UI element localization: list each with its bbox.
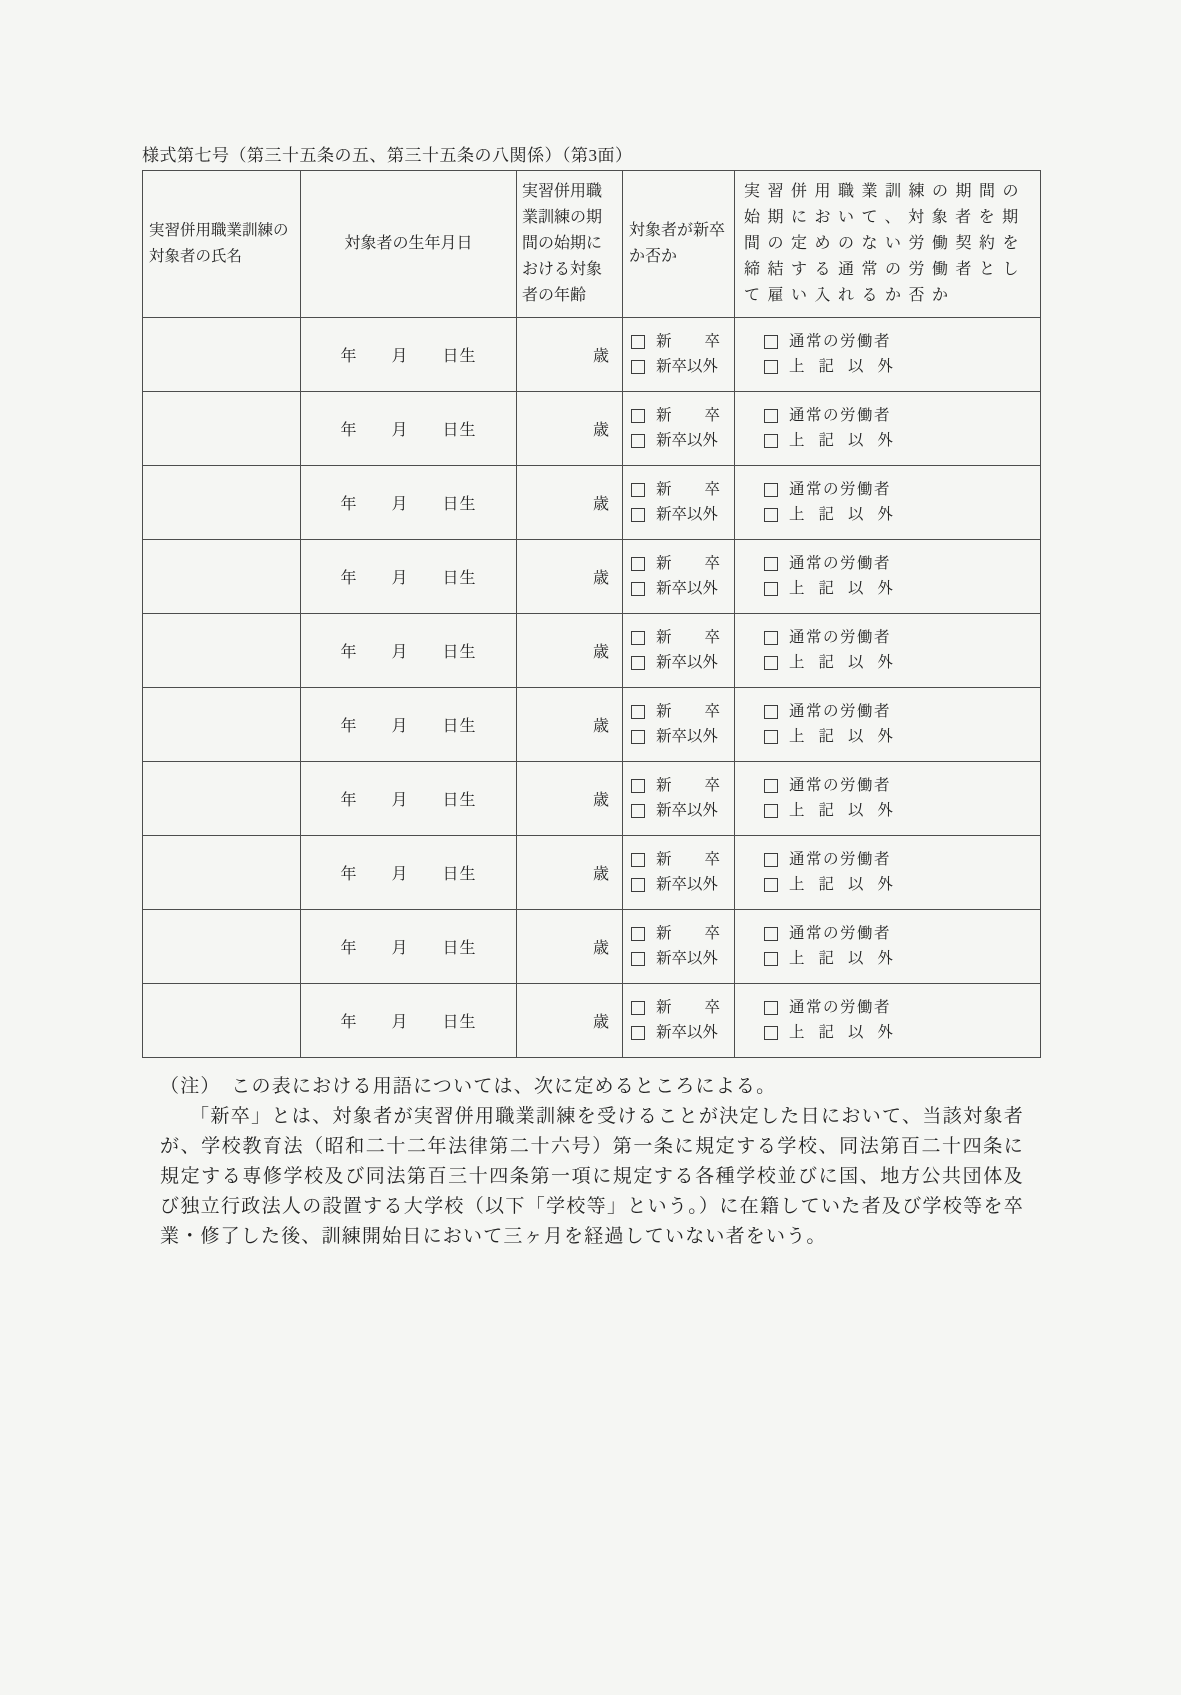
new-grad-checkbox[interactable]	[631, 409, 645, 423]
hire-cell	[735, 984, 1041, 1058]
table-row	[143, 836, 1041, 910]
other-than-above-option-label: 上記以外	[789, 506, 893, 523]
table-row	[143, 392, 1041, 466]
other-than-above-option-label: 上記以外	[789, 358, 893, 375]
regular-worker-checkbox[interactable]	[764, 631, 778, 645]
name-cell	[143, 318, 301, 392]
name-cell	[143, 762, 301, 836]
header-new-grad: 対象者が新卒か否か	[623, 171, 735, 318]
name-cell	[143, 540, 301, 614]
not-new-grad-checkbox[interactable]	[631, 804, 645, 818]
regular-worker-option-label: 通常の労働者	[789, 555, 892, 572]
other-than-above-checkbox[interactable]	[764, 582, 778, 596]
hire-cell	[735, 688, 1041, 762]
age-cell: 歳	[517, 614, 623, 688]
other-than-above-option	[764, 875, 1039, 895]
not-new-grad-checkbox[interactable]	[631, 878, 645, 892]
new-grad-checkbox[interactable]	[631, 335, 645, 349]
not-new-grad-option-label: 新卒以外	[656, 580, 719, 597]
not-new-grad-option	[631, 431, 733, 451]
new-grad-checkbox[interactable]	[631, 1001, 645, 1015]
regular-worker-option	[764, 850, 1039, 870]
new-grad-option-label: 新卒	[656, 999, 720, 1016]
regular-worker-option	[764, 924, 1039, 944]
regular-worker-checkbox[interactable]	[764, 557, 778, 571]
age-cell: 歳	[517, 466, 623, 540]
hire-cell	[735, 466, 1041, 540]
other-than-above-checkbox[interactable]	[764, 656, 778, 670]
other-than-above-option-label: 上記以外	[789, 802, 893, 819]
new-grad-option	[631, 628, 733, 648]
hire-cell	[735, 540, 1041, 614]
other-than-above-option-label: 上記以外	[789, 728, 893, 745]
table-row	[143, 318, 1041, 392]
other-than-above-option	[764, 357, 1039, 377]
new-grad-checkbox[interactable]	[631, 705, 645, 719]
new-grad-checkbox[interactable]	[631, 557, 645, 571]
note-heading: （注） この表における用語については、次に定めるところによる。	[160, 1076, 777, 1097]
not-new-grad-option-label: 新卒以外	[656, 876, 719, 893]
regular-worker-option-label: 通常の労働者	[789, 407, 892, 424]
table-row	[143, 762, 1041, 836]
header-row	[143, 171, 1041, 318]
other-than-above-checkbox[interactable]	[764, 1026, 778, 1040]
not-new-grad-option	[631, 1023, 733, 1043]
not-new-grad-checkbox[interactable]	[631, 508, 645, 522]
training-targets-table	[142, 170, 1041, 1058]
birthdate-cell: 年 月 日生	[301, 540, 517, 614]
new-grad-option-label: 新卒	[656, 629, 720, 646]
regular-worker-option	[764, 406, 1039, 426]
other-than-above-checkbox[interactable]	[764, 434, 778, 448]
new-grad-option	[631, 480, 733, 500]
regular-worker-option-label: 通常の労働者	[789, 777, 892, 794]
new-grad-checkbox[interactable]	[631, 779, 645, 793]
table-row	[143, 614, 1041, 688]
age-cell: 歳	[517, 836, 623, 910]
regular-worker-option	[764, 776, 1039, 796]
regular-worker-checkbox[interactable]	[764, 853, 778, 867]
not-new-grad-option-label: 新卒以外	[656, 432, 719, 449]
other-than-above-option	[764, 1023, 1039, 1043]
hire-cell	[735, 910, 1041, 984]
new-grad-cell	[623, 910, 735, 984]
hire-cell	[735, 392, 1041, 466]
table-row	[143, 984, 1041, 1058]
regular-worker-checkbox[interactable]	[764, 335, 778, 349]
name-cell	[143, 836, 301, 910]
table-body	[143, 318, 1041, 1058]
hire-cell	[735, 614, 1041, 688]
new-grad-checkbox[interactable]	[631, 927, 645, 941]
new-grad-checkbox[interactable]	[631, 483, 645, 497]
not-new-grad-option-label: 新卒以外	[656, 654, 719, 671]
new-grad-cell	[623, 392, 735, 466]
new-grad-cell	[623, 614, 735, 688]
new-grad-option	[631, 776, 733, 796]
hire-cell	[735, 836, 1041, 910]
header-birthdate: 対象者の生年月日	[301, 171, 517, 318]
new-grad-option-label: 新卒	[656, 925, 720, 942]
not-new-grad-option-label: 新卒以外	[656, 506, 719, 523]
name-cell	[143, 688, 301, 762]
new-grad-option	[631, 332, 733, 352]
not-new-grad-checkbox[interactable]	[631, 360, 645, 374]
birthdate-cell: 年 月 日生	[301, 836, 517, 910]
other-than-above-option-label: 上記以外	[789, 1024, 893, 1041]
regular-worker-checkbox[interactable]	[764, 705, 778, 719]
birthdate-cell: 年 月 日生	[301, 318, 517, 392]
other-than-above-option	[764, 579, 1039, 599]
not-new-grad-option-label: 新卒以外	[656, 1024, 719, 1041]
other-than-above-option	[764, 653, 1039, 673]
regular-worker-option-label: 通常の労働者	[789, 703, 892, 720]
not-new-grad-option	[631, 875, 733, 895]
new-grad-cell	[623, 762, 735, 836]
table-row	[143, 688, 1041, 762]
hire-cell	[735, 318, 1041, 392]
other-than-above-option	[764, 727, 1039, 747]
new-grad-option	[631, 406, 733, 426]
age-cell: 歳	[517, 688, 623, 762]
header-hire: 実習併用職業訓練の期間の始期において、対象者を期間の定めのない労働契約を締結する通常の労働者として雇い入れるか否か	[735, 171, 1041, 318]
other-than-above-option-label: 上記以外	[789, 654, 893, 671]
name-cell	[143, 466, 301, 540]
age-cell: 歳	[517, 984, 623, 1058]
other-than-above-option-label: 上記以外	[789, 950, 893, 967]
regular-worker-checkbox[interactable]	[764, 927, 778, 941]
not-new-grad-option	[631, 801, 733, 821]
not-new-grad-checkbox[interactable]	[631, 730, 645, 744]
other-than-above-checkbox[interactable]	[764, 508, 778, 522]
not-new-grad-checkbox[interactable]	[631, 656, 645, 670]
not-new-grad-checkbox[interactable]	[631, 952, 645, 966]
age-cell: 歳	[517, 910, 623, 984]
birthdate-cell: 年 月 日生	[301, 392, 517, 466]
notes-section	[160, 1072, 1024, 1252]
regular-worker-option-label: 通常の労働者	[789, 851, 892, 868]
new-grad-option-label: 新卒	[656, 333, 720, 350]
age-cell: 歳	[517, 318, 623, 392]
regular-worker-option	[764, 998, 1039, 1018]
header-name: 実習併用職業訓練の対象者の氏名	[143, 171, 301, 318]
birthdate-cell: 年 月 日生	[301, 910, 517, 984]
not-new-grad-option-label: 新卒以外	[656, 728, 719, 745]
regular-worker-checkbox[interactable]	[764, 1001, 778, 1015]
not-new-grad-option	[631, 505, 733, 525]
new-grad-option-label: 新卒	[656, 703, 720, 720]
other-than-above-option-label: 上記以外	[789, 432, 893, 449]
new-grad-cell	[623, 466, 735, 540]
note-paragraph: 「新卒」とは、対象者が実習併用職業訓練を受けることが決定した日において、当該対象者が、学校教育法（昭和二十二年法律第二十六号）第一条に規定する学校、同法第百二十四条に規定する専修学校及び同法第百三十四条第一項に規定する各種学校並びに国、地方公共団体及び独立行政法人の設置する大学校（以下「学校等」という。）に在籍していた者及び学校等を卒業・修了した後、訓練開始日において三ヶ月を経過していない者をいう。	[160, 1106, 1024, 1247]
new-grad-option	[631, 702, 733, 722]
table-row	[143, 910, 1041, 984]
age-cell: 歳	[517, 540, 623, 614]
other-than-above-option	[764, 801, 1039, 821]
birthdate-cell: 年 月 日生	[301, 688, 517, 762]
birthdate-cell: 年 月 日生	[301, 762, 517, 836]
regular-worker-option-label: 通常の労働者	[789, 481, 892, 498]
other-than-above-option	[764, 505, 1039, 525]
new-grad-option-label: 新卒	[656, 481, 720, 498]
regular-worker-checkbox[interactable]	[764, 483, 778, 497]
other-than-above-option	[764, 949, 1039, 969]
not-new-grad-checkbox[interactable]	[631, 434, 645, 448]
new-grad-cell	[623, 688, 735, 762]
new-grad-cell	[623, 318, 735, 392]
not-new-grad-option-label: 新卒以外	[656, 802, 719, 819]
name-cell	[143, 392, 301, 466]
table-row	[143, 540, 1041, 614]
name-cell	[143, 910, 301, 984]
regular-worker-option	[764, 702, 1039, 722]
regular-worker-option-label: 通常の労働者	[789, 999, 892, 1016]
new-grad-option-label: 新卒	[656, 555, 720, 572]
not-new-grad-option-label: 新卒以外	[656, 950, 719, 967]
not-new-grad-option	[631, 653, 733, 673]
other-than-above-checkbox[interactable]	[764, 804, 778, 818]
other-than-above-option-label: 上記以外	[789, 876, 893, 893]
regular-worker-option	[764, 554, 1039, 574]
other-than-above-checkbox[interactable]	[764, 952, 778, 966]
form-sheet	[142, 146, 1040, 1252]
regular-worker-option-label: 通常の労働者	[789, 925, 892, 942]
regular-worker-checkbox[interactable]	[764, 409, 778, 423]
other-than-above-option	[764, 431, 1039, 451]
not-new-grad-option	[631, 579, 733, 599]
name-cell	[143, 984, 301, 1058]
regular-worker-checkbox[interactable]	[764, 779, 778, 793]
new-grad-option-label: 新卒	[656, 851, 720, 868]
name-cell	[143, 614, 301, 688]
age-cell: 歳	[517, 762, 623, 836]
new-grad-option	[631, 998, 733, 1018]
new-grad-option-label: 新卒	[656, 407, 720, 424]
not-new-grad-option	[631, 949, 733, 969]
new-grad-option	[631, 850, 733, 870]
not-new-grad-checkbox[interactable]	[631, 1026, 645, 1040]
regular-worker-option-label: 通常の労働者	[789, 629, 892, 646]
birthdate-cell: 年 月 日生	[301, 614, 517, 688]
header-age: 実習併用職業訓練の期間の始期における対象者の年齢	[517, 171, 623, 318]
other-than-above-option-label: 上記以外	[789, 580, 893, 597]
not-new-grad-option-label: 新卒以外	[656, 358, 719, 375]
birthdate-cell: 年 月 日生	[301, 466, 517, 540]
form-title: 様式第七号（第三十五条の五、第三十五条の八関係）（第3面）	[142, 146, 633, 165]
table-header	[143, 171, 1041, 318]
not-new-grad-option	[631, 357, 733, 377]
table-row	[143, 466, 1041, 540]
other-than-above-checkbox[interactable]	[764, 360, 778, 374]
new-grad-cell	[623, 836, 735, 910]
hire-cell	[735, 762, 1041, 836]
not-new-grad-checkbox[interactable]	[631, 582, 645, 596]
new-grad-checkbox[interactable]	[631, 631, 645, 645]
other-than-above-checkbox[interactable]	[764, 878, 778, 892]
age-cell: 歳	[517, 392, 623, 466]
new-grad-option	[631, 554, 733, 574]
new-grad-cell	[623, 540, 735, 614]
birthdate-cell: 年 月 日生	[301, 984, 517, 1058]
new-grad-cell	[623, 984, 735, 1058]
new-grad-option-label: 新卒	[656, 777, 720, 794]
new-grad-checkbox[interactable]	[631, 853, 645, 867]
new-grad-option	[631, 924, 733, 944]
regular-worker-option-label: 通常の労働者	[789, 333, 892, 350]
regular-worker-option	[764, 332, 1039, 352]
other-than-above-checkbox[interactable]	[764, 730, 778, 744]
not-new-grad-option	[631, 727, 733, 747]
regular-worker-option	[764, 628, 1039, 648]
regular-worker-option	[764, 480, 1039, 500]
